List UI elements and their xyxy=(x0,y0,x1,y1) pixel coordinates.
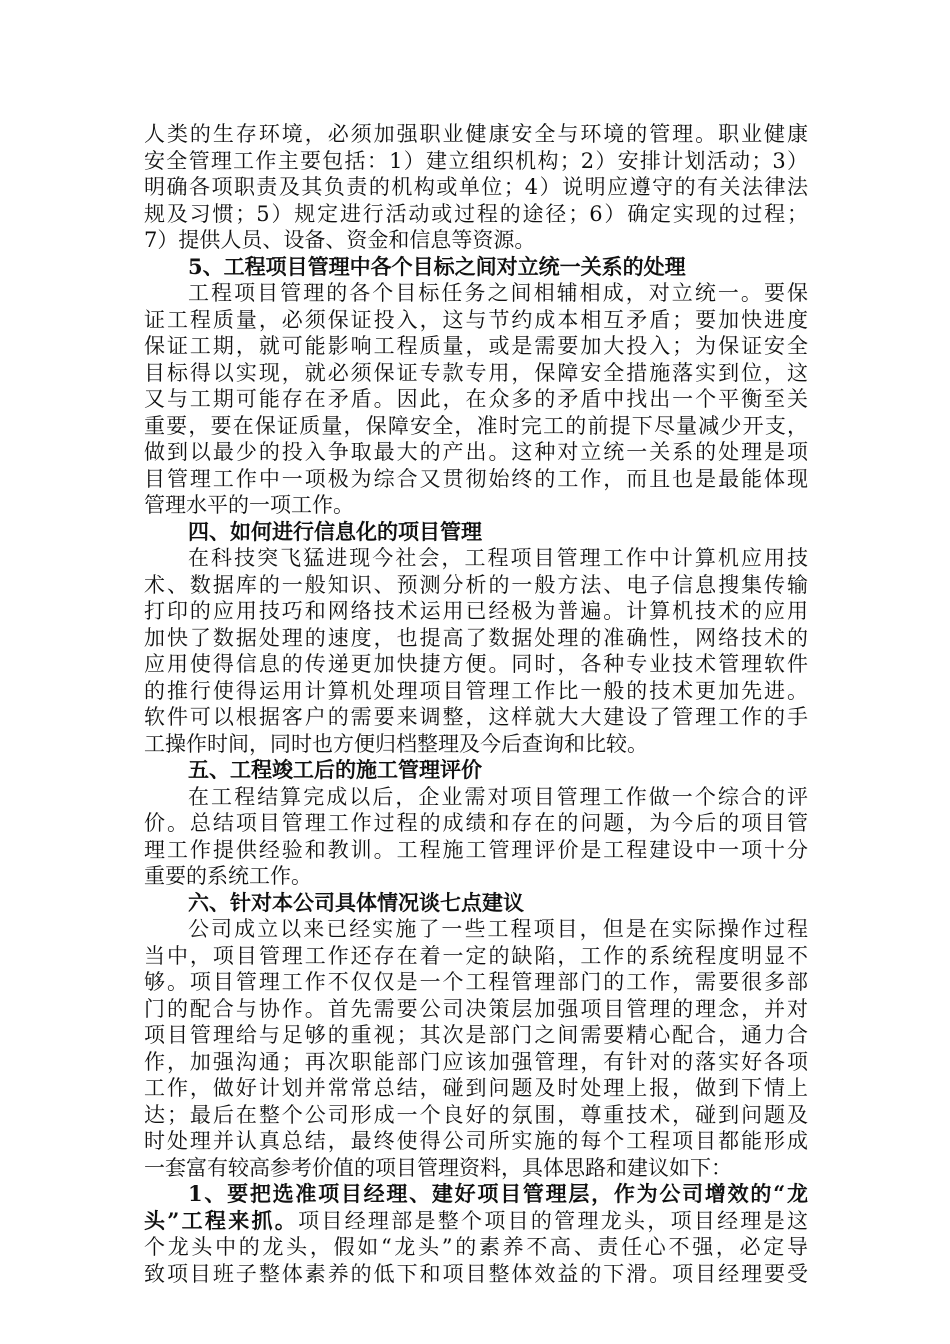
text-line: 门的配合与协作。首先需要公司决策层加强项目管理的理念，并对 xyxy=(144,996,808,1021)
text-line: 管理水平的一项工作。 xyxy=(144,493,354,517)
text-line: 致项目班子整体素养的低下和项目整体效益的下滑。项目经理要受 xyxy=(144,1261,808,1286)
text-line: 够。项目管理工作不仅仅是一个工程管理部门的工作，需要很多部 xyxy=(144,970,808,994)
text-line: 证工程质量，必须保证投入，这与节约成本相互矛盾；要加快进度 xyxy=(144,307,808,332)
text-line: 作，加强沟通；再次职能部门应该加强管理，有针对的落实好各项 xyxy=(144,1049,808,1074)
text-line: 做到以最少的投入争取最大的产出。这种对立统一关系的处理是项 xyxy=(144,440,808,464)
paragraph-informatization xyxy=(144,545,808,757)
text-line: 目管理工作中一项极为综合又贯彻始终的工作，而且也是最能体现 xyxy=(144,466,808,491)
text-line: 应用使得信息的传递更加快捷方便。同时，各种专业技术管理软件 xyxy=(144,652,808,676)
text-line: 规及习惯；5）规定进行活动或过程的途径；6）确定实现的过程； xyxy=(144,201,808,226)
text-line: 项目管理给与足够的重视；其次是部门之间需要精心配合，通力合 xyxy=(144,1023,808,1047)
section-heading: 5、工程项目管理中各个目标之间对立统一关系的处理 xyxy=(188,253,686,279)
text-line: 一套富有较高参考价值的项目管理资料，具体思路和建议如下： xyxy=(144,1155,732,1180)
text-line: 时处理并认真总结，最终使得公司所实施的每个工程项目都能形成 xyxy=(144,1129,808,1153)
text-line: 在工程结算完成以后，企业需对项目管理工作做一个综合的评 xyxy=(188,784,808,809)
section-heading: 四、如何进行信息化的项目管理 xyxy=(188,518,482,544)
text-line: 价。总结项目管理工作过程的成绩和存在的问题，为今后的项目管 xyxy=(144,811,808,835)
text-line: 重要的系统工作。 xyxy=(144,864,312,888)
bold-lead-line: 1、要把选准项目经理、建好项目管理层，作为公司增效的“龙 xyxy=(188,1181,808,1206)
text-line: 保证工期，就可能影响工程质量，或是需要加大投入；为保证安全 xyxy=(144,334,808,358)
mixed-line xyxy=(144,1208,808,1235)
regular-text: 项目经理部是整个项目的管理龙头，项目经理是这 xyxy=(298,1208,808,1233)
text-line: 打印的应用技巧和网络技术运用已经极为普遍。计算机技术的应用 xyxy=(144,599,808,623)
text-line: 个龙头中的龙头，假如“龙头”的素养不高、责任心不强，必定导 xyxy=(144,1235,808,1259)
text-line: 人类的生存环境，必须加强职业健康安全与环境的管理。职业健康 xyxy=(144,122,808,146)
paragraph-ehs xyxy=(144,121,808,254)
text-line: 明确各项职责及其负责的机构或单位；4）说明应遵守的有关法律法 xyxy=(144,175,808,199)
text-line: 理工作提供经验和教训。工程施工管理评价是工程建设中一项十分 xyxy=(144,837,808,862)
text-line: 当中，项目管理工作还存在着一定的缺陷，工作的系统程度明显不 xyxy=(144,943,808,968)
text-line: 又与工期可能存在矛盾。因此，在众多的矛盾中找出一个平衡至关 xyxy=(144,387,808,411)
text-line: 的推行使得运用计算机处理项目管理工作比一般的技术更加先进。 xyxy=(144,678,808,703)
text-line: 在科技突飞猛进现今社会，工程项目管理工作中计算机应用技 xyxy=(188,546,808,570)
document-page xyxy=(144,121,808,1287)
text-line: 目标得以实现，就必须保证专款专用，保障安全措施落实到位，这 xyxy=(144,360,808,385)
paragraph-objectives xyxy=(144,280,808,519)
text-line: 工程项目管理的各个目标任务之间相辅相成，对立统一。要保 xyxy=(188,281,808,305)
text-line: 安全管理工作主要包括：1）建立组织机构；2）安排计划活动；3） xyxy=(144,148,808,173)
paragraph-evaluation xyxy=(144,784,808,890)
bold-lead-text: 头”工程来抓。 xyxy=(144,1207,299,1233)
text-line: 7）提供人员、设备、资金和信息等资源。 xyxy=(144,228,536,252)
text-line: 软件可以根据客户的需要来调整，这样就大大建设了管理工作的手 xyxy=(144,705,808,729)
text-line: 达；最后在整个公司形成一个良好的氛围，尊重技术，碰到问题及 xyxy=(144,1102,808,1127)
text-line: 公司成立以来已经实施了一些工程项目，但是在实际操作过程 xyxy=(188,917,808,941)
section-heading: 六、针对本公司具体情况谈七点建议 xyxy=(188,889,524,915)
text-line: 工作，做好计划并常常总结，碰到问题及时处理上报，做到下情上 xyxy=(144,1076,808,1100)
text-line: 重要，要在保证质量，保障安全，准时完工的前提下尽量减少开支， xyxy=(144,413,808,438)
text-line: 术、数据库的一般知识、预测分析的一般方法、电子信息搜集传输 xyxy=(144,572,808,597)
text-line: 工操作时间，同时也方便归档整理及今后查询和比较。 xyxy=(144,731,648,756)
paragraph-suggestions xyxy=(144,916,808,1181)
text-line: 加快了数据处理的速度，也提高了数据处理的准确性，网络技术的 xyxy=(144,625,808,650)
paragraph-project-manager xyxy=(144,1181,808,1287)
section-heading: 五、工程竣工后的施工管理评价 xyxy=(188,757,482,782)
